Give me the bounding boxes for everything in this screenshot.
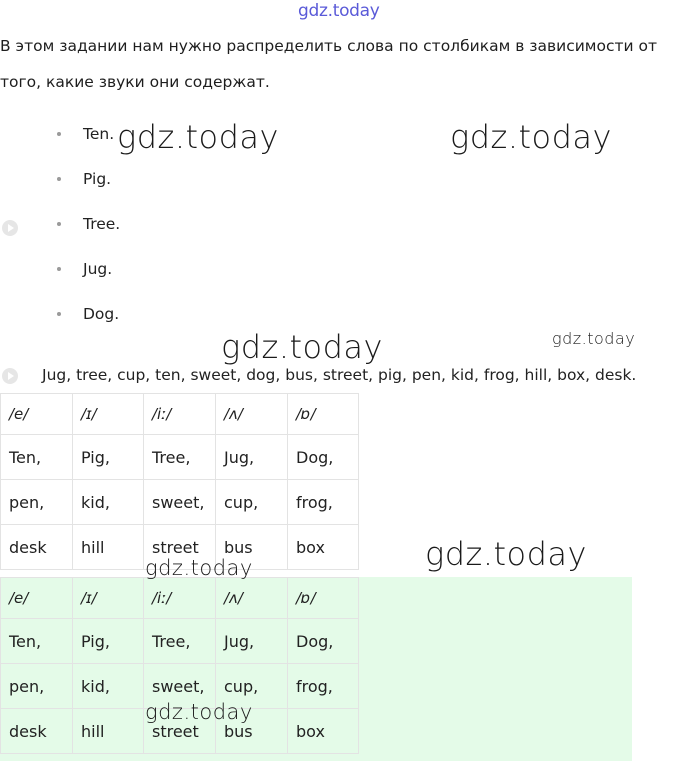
table-cell: Tree, <box>144 619 216 664</box>
table-cell: pen, <box>1 664 73 709</box>
table-header-cell: /e/ <box>1 394 73 435</box>
table-header-cell: /e/ <box>1 578 73 619</box>
bullet-dot <box>57 177 61 181</box>
table-cell: kid, <box>73 480 144 525</box>
table-cell: box <box>288 525 359 570</box>
table-cell: sweet, <box>144 664 216 709</box>
list-item-text: Pig. <box>83 170 112 188</box>
table-cell: Jug, <box>216 435 288 480</box>
watermark: gdz.today <box>450 118 612 156</box>
watermark: gdz.today <box>145 556 253 580</box>
play-icon[interactable] <box>2 220 18 236</box>
watermark: gdz.today <box>425 535 587 573</box>
table-cell: box <box>288 709 359 754</box>
intro-paragraph: В этом задании нам нужно распределить слова по столбикам в зависимости от того, какие звуки они содержат. <box>0 37 658 91</box>
watermark: gdz.today <box>145 700 253 724</box>
table-header-cell: /iː/ <box>144 578 216 619</box>
list-item-text: Tree. <box>83 215 121 233</box>
table-header-cell: /ɒ/ <box>288 578 359 619</box>
table-cell: cup, <box>216 480 288 525</box>
table-cell: Dog, <box>288 619 359 664</box>
table-cell: frog, <box>288 480 359 525</box>
bullet-dot <box>57 312 61 316</box>
words-line: Jug, tree, cup, ten, sweet, dog, bus, street, pig, pen, kid, frog, hill, box, desk. <box>42 366 637 384</box>
table-header-cell: /ʌ/ <box>216 394 288 435</box>
table-cell: Pig, <box>73 435 144 480</box>
table-header-row <box>1 394 359 435</box>
table-cell: desk <box>1 525 73 570</box>
table-row <box>1 619 359 664</box>
table-cell: sweet, <box>144 480 216 525</box>
table-cell: pen, <box>1 480 73 525</box>
table-cell: Tree, <box>144 435 216 480</box>
table-row <box>1 480 359 525</box>
bullet-dot <box>57 132 61 136</box>
table-cell: Dog, <box>288 435 359 480</box>
watermark: gdz.today <box>221 328 383 366</box>
table-header-row <box>1 578 359 619</box>
site-watermark-top: gdz.today <box>298 1 380 21</box>
table-header-cell: /ɪ/ <box>73 578 144 619</box>
table-cell: desk <box>1 709 73 754</box>
table-cell: kid, <box>73 664 144 709</box>
table-header-cell: /ʌ/ <box>216 578 288 619</box>
watermark: gdz.today <box>552 329 636 348</box>
table-header-cell: /ɪ/ <box>73 394 144 435</box>
table-header-cell: /iː/ <box>144 394 216 435</box>
play-icon[interactable] <box>2 368 18 384</box>
bullet-dot <box>57 267 61 271</box>
table-cell: cup, <box>216 664 288 709</box>
phonetic-table <box>0 393 359 570</box>
answer-table <box>0 577 359 754</box>
table-cell: Jug, <box>216 619 288 664</box>
table-row <box>1 435 359 480</box>
list-item-text: Jug. <box>83 260 113 278</box>
table-cell: Pig, <box>73 619 144 664</box>
table-cell: street <box>144 525 216 570</box>
list-item-text: Ten. <box>83 125 115 143</box>
table-cell: Ten, <box>1 435 73 480</box>
table-cell: hill <box>73 709 144 754</box>
table-cell: bus <box>216 525 288 570</box>
list-item-text: Dog. <box>83 305 120 323</box>
table-cell: bus <box>216 709 288 754</box>
table-cell: Ten, <box>1 619 73 664</box>
table-cell: hill <box>73 525 144 570</box>
bullet-dot <box>57 222 61 226</box>
table-header-cell: /ɒ/ <box>288 394 359 435</box>
table-cell: street <box>144 709 216 754</box>
watermark: gdz.today <box>117 118 279 156</box>
table-cell: frog, <box>288 664 359 709</box>
